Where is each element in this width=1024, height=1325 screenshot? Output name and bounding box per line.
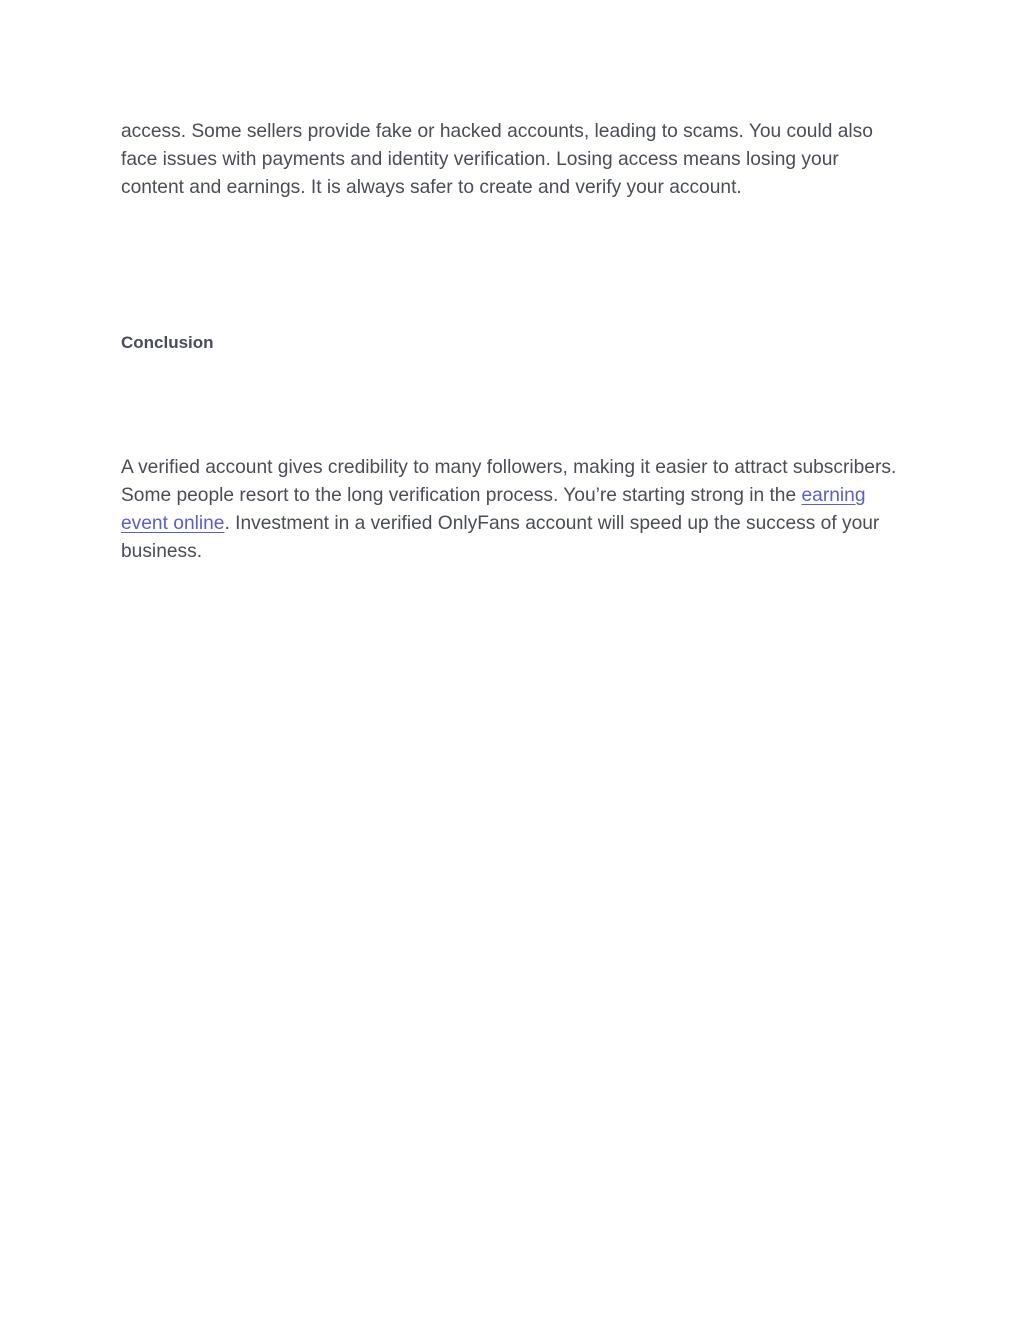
earning-event-online-link[interactable]: earning event online bbox=[121, 485, 866, 534]
paragraph-text-after-link: . Investment in a verified OnlyFans account will speed up the success of your business. bbox=[121, 513, 880, 562]
body-paragraph-conclusion bbox=[121, 454, 906, 566]
paragraph-text-before-link: A verified account gives credibility to many followers, making it easier to attract subscribers. Some people resort to the long verification process. You’re starting strong in the bbox=[121, 457, 897, 506]
section-heading-conclusion: Conclusion bbox=[121, 333, 214, 352]
body-paragraph-intro: access. Some sellers provide fake or hacked accounts, leading to scams. You could also face issues with payments and identity verification. Losing access means losing your content and earnings. It is always safer to create and verify your account. bbox=[121, 121, 873, 198]
